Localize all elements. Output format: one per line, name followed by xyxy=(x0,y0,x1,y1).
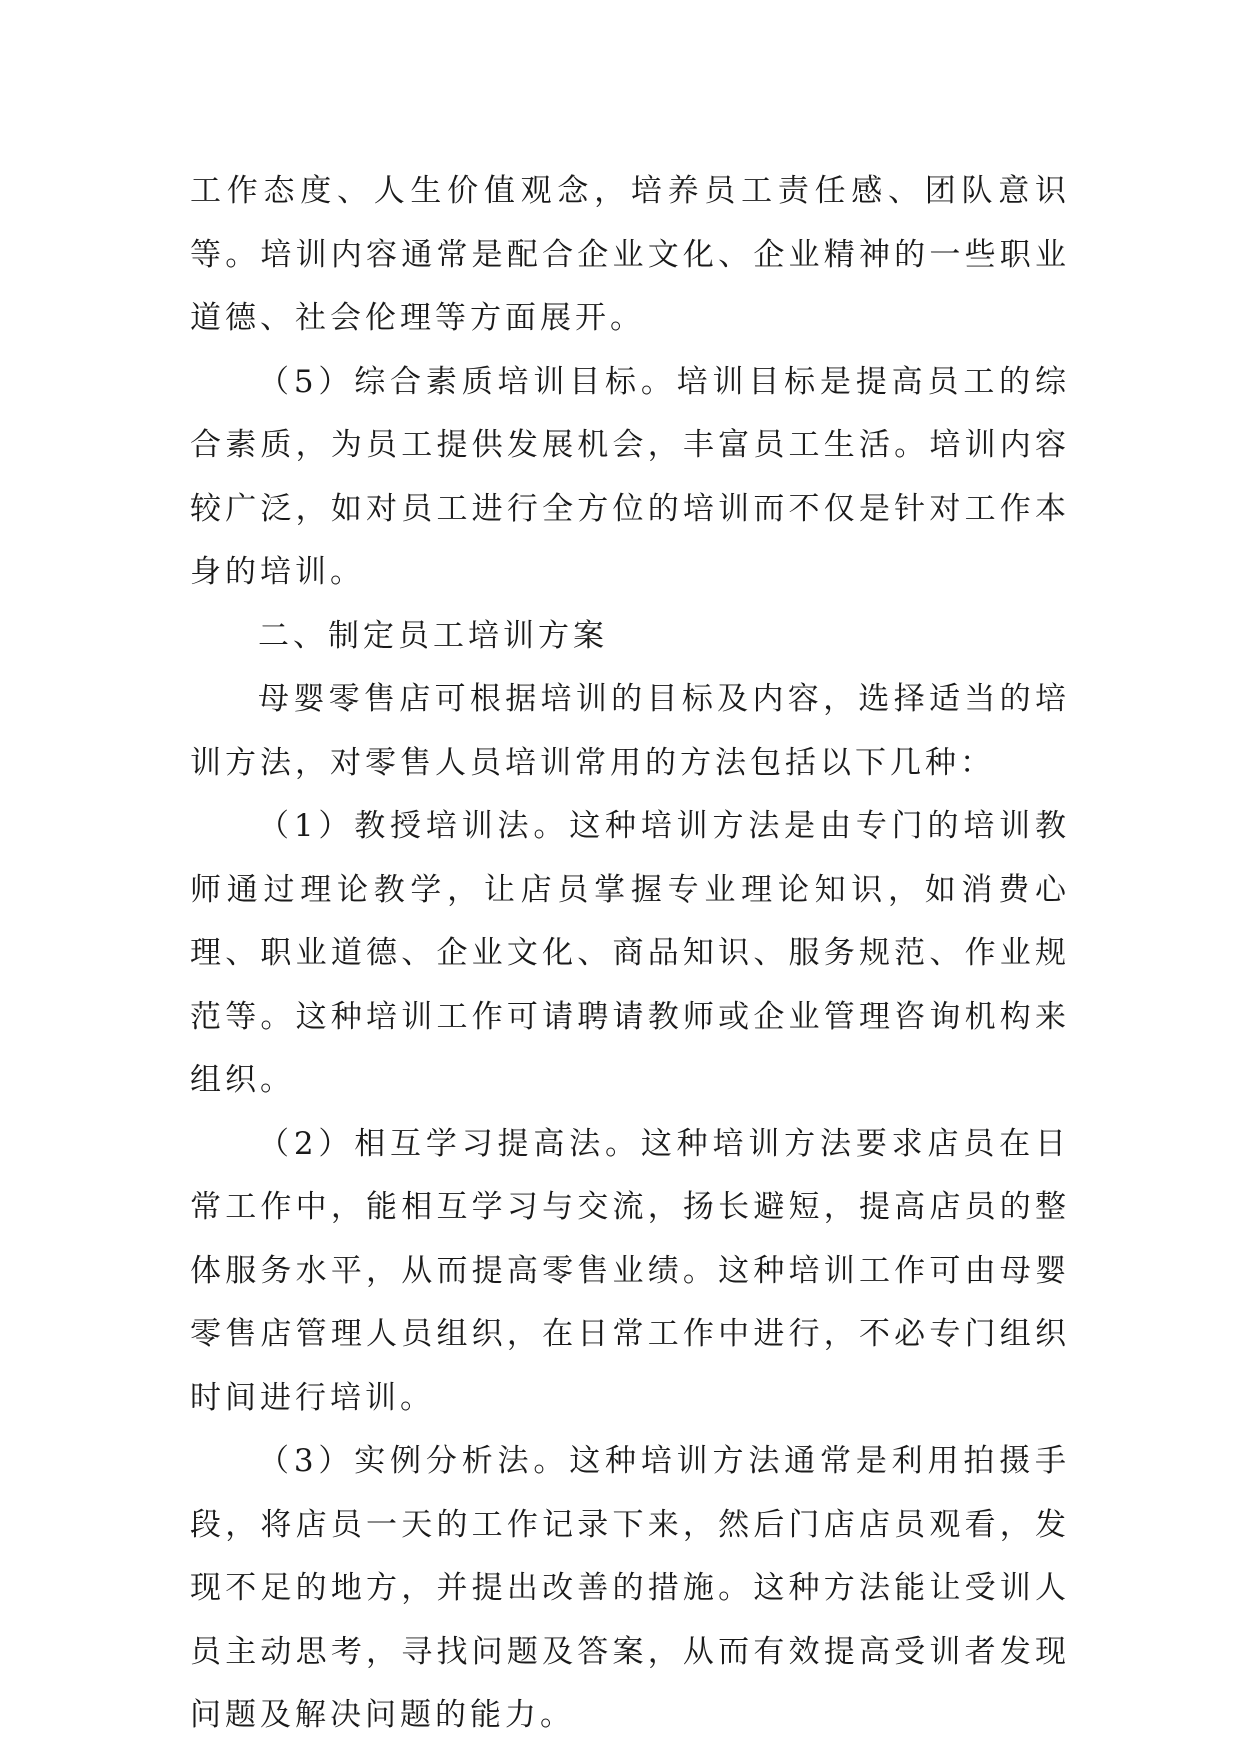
paragraph-training-methods-intro: 母婴零售店可根据培训的目标及内容，选择适当的培训方法，对零售人员培训常用的方法包括以下几种： xyxy=(190,681,1070,781)
paragraph-work-attitude: 工作态度、人生价值观念，培养员工责任感、团队意识等。培训内容通常是配合企业文化、企业精神的一些职业道德、社会伦理等方面展开。 xyxy=(190,173,1070,336)
paragraph-teaching-method: （1）教授培训法。这种培训方法是由专门的培训教师通过理论教学，让店员掌握专业理论知识，如消费心理、职业道德、企业文化、商品知识、服务规范、作业规范等。这种培训工作可请聘请教师或企业管理咨询机构来组织。 xyxy=(190,808,1070,1098)
document-body xyxy=(190,160,1070,1748)
paragraph-mutual-learning-method: （2）相互学习提高法。这种培训方法要求店员在日常工作中，能相互学习与交流，扬长避短，提高店员的整体服务水平，从而提高零售业绩。这种培训工作可由母婴零售店管理人员组织，在日常工作中进行，不必专门组织时间进行培训。 xyxy=(190,1125,1070,1416)
section-heading-training-plan: 二、制定员工培训方案 xyxy=(258,617,608,654)
paragraph-case-analysis-method: （3）实例分析法。这种培训方法通常是利用拍摄手段，将店员一天的工作记录下来，然后门店店员观看，发现不足的地方，并提出改善的措施。这种方法能让受训人员主动思考，寻找问题及答案，从而有效提高受训者发现问题及解决问题的能力。 xyxy=(190,1443,1070,1733)
paragraph-comprehensive-quality: （5）综合素质培训目标。培训目标是提高员工的综合素质，为员工提供发展机会，丰富员工生活。培训内容较广泛，如对员工进行全方位的培训而不仅是针对工作本身的培训。 xyxy=(190,363,1070,590)
